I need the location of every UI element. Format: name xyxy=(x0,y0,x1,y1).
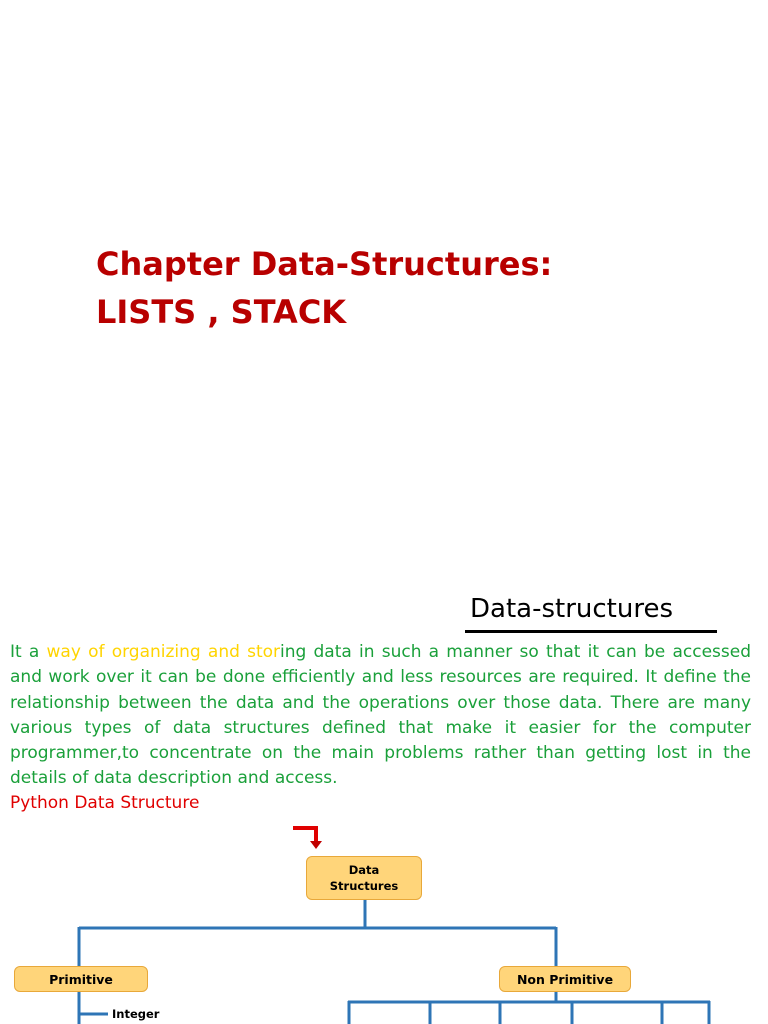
section-heading: Data-structures xyxy=(470,594,673,624)
heading-underline xyxy=(465,630,717,633)
paragraph-highlight: way of organizing and stor xyxy=(46,642,281,662)
slide-title xyxy=(96,240,716,336)
red-arrow-icon xyxy=(293,828,316,842)
definition-paragraph xyxy=(10,640,751,792)
slide-title-line-1: Chapter Data-Structures: xyxy=(96,245,553,283)
red-arrow-head xyxy=(310,841,322,849)
node-root-line-1: Data xyxy=(348,863,380,877)
node-primitive: Primitive xyxy=(14,966,148,992)
data-structures-tree-diagram xyxy=(0,820,768,1024)
node-root-line-2: Structures xyxy=(329,879,399,893)
slide-title-line-2: LISTS , STACK xyxy=(96,293,347,331)
paragraph-rest: ing data in such a manner so that it can be accessed and work over it can be done efficiently and less resources are required. It define the relationship between the data and the operations over those data. There are many various types of data structures defined that make it easier for the computer programmer,to concentrate on the main problems rather than getting lost in the details of data description and access. xyxy=(10,642,751,789)
node-non-primitive: Non Primitive xyxy=(499,966,631,992)
node-data-structures xyxy=(306,856,422,900)
leaf-integer: Integer xyxy=(112,1007,160,1021)
python-data-structure-label: Python Data Structure xyxy=(10,793,200,813)
paragraph-lead: It a xyxy=(10,642,47,662)
